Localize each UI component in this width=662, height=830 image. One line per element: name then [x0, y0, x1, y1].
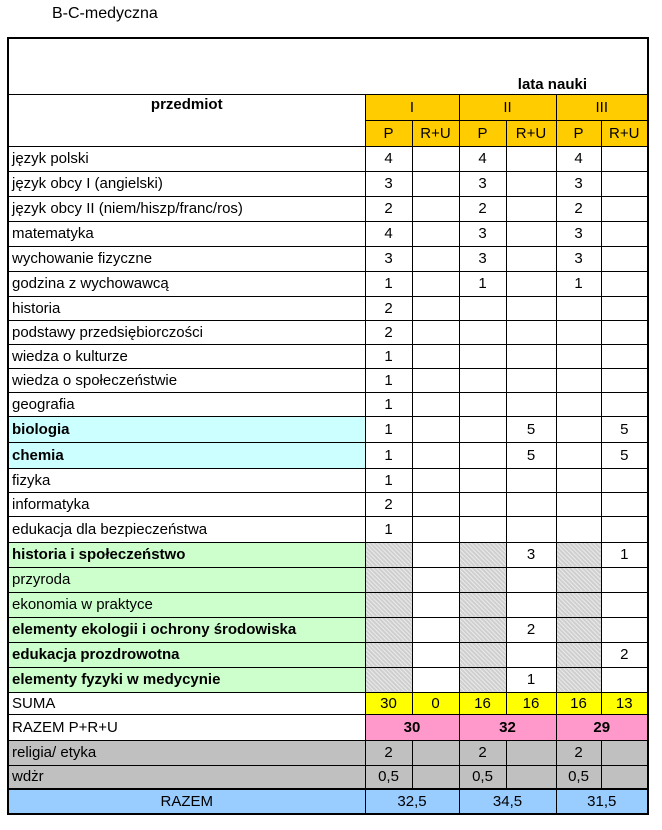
subject-row — [8, 468, 648, 492]
hours-cell — [506, 146, 556, 171]
razem-row-label: RAZEM — [8, 789, 365, 814]
subject-row — [8, 567, 648, 592]
wdzr-row-value: 0,5 — [459, 765, 506, 789]
subject-row — [8, 642, 648, 667]
hours-cell — [459, 368, 506, 392]
hours-cell — [412, 271, 459, 296]
hours-cell: 1 — [459, 271, 506, 296]
hours-cell — [556, 344, 601, 368]
subject-row — [8, 320, 648, 344]
hours-cell: 1 — [365, 442, 412, 468]
hours-cell — [506, 246, 556, 271]
hours-cell: 3 — [365, 246, 412, 271]
hours-cell — [556, 516, 601, 542]
subject-name: informatyka — [8, 492, 365, 516]
hours-cell — [459, 320, 506, 344]
subject-name: historia — [8, 296, 365, 320]
hours-cell — [506, 368, 556, 392]
religia-row-value — [412, 740, 459, 765]
hours-cell — [506, 492, 556, 516]
year-3-header: III — [556, 94, 648, 120]
hours-cell: 1 — [365, 344, 412, 368]
subject-name: godzina z wychowawcą — [8, 271, 365, 296]
hours-cell — [601, 592, 648, 617]
hours-cell — [412, 442, 459, 468]
subject-name: język obcy II (niem/hiszp/franc/ros) — [8, 196, 365, 221]
hours-cell — [601, 221, 648, 246]
subject-name: przyroda — [8, 567, 365, 592]
hours-cell — [412, 667, 459, 692]
hours-cell — [412, 392, 459, 416]
razem-row-value: 34,5 — [459, 789, 556, 814]
hours-cell: 3 — [506, 542, 556, 567]
hours-cell — [556, 368, 601, 392]
hours-cell — [556, 468, 601, 492]
hours-cell — [459, 416, 506, 442]
hours-cell — [459, 592, 506, 617]
hours-cell — [365, 592, 412, 617]
hours-cell — [412, 368, 459, 392]
hours-cell — [459, 617, 506, 642]
suma-row-value: 13 — [601, 692, 648, 714]
razem-pru-row-value: 29 — [556, 714, 648, 740]
hours-cell — [459, 567, 506, 592]
subject-name: biologia — [8, 416, 365, 442]
hours-cell: 2 — [365, 320, 412, 344]
subject-name: język obcy I (angielski) — [8, 171, 365, 196]
subject-name: wiedza o kulturze — [8, 344, 365, 368]
hours-cell — [601, 246, 648, 271]
hours-cell — [506, 196, 556, 221]
hours-cell — [506, 516, 556, 542]
hours-cell — [506, 567, 556, 592]
col-p-header: P — [556, 120, 601, 146]
hours-cell: 1 — [601, 542, 648, 567]
suma-row-value: 30 — [365, 692, 412, 714]
hours-cell — [412, 492, 459, 516]
hours-cell — [365, 617, 412, 642]
hours-cell — [601, 320, 648, 344]
subject-name: podstawy przedsiębiorczości — [8, 320, 365, 344]
suma-row-value: 16 — [556, 692, 601, 714]
przedmiot-heading: przedmiot — [8, 94, 365, 146]
hours-cell — [601, 392, 648, 416]
hours-cell — [412, 320, 459, 344]
hours-cell — [556, 642, 601, 667]
suma-row-label: SUMA — [8, 692, 365, 714]
hours-cell — [412, 221, 459, 246]
hours-cell: 1 — [365, 392, 412, 416]
hours-cell — [365, 667, 412, 692]
hours-cell — [601, 567, 648, 592]
subject-name: geografia — [8, 392, 365, 416]
subject-row — [8, 492, 648, 516]
hours-cell: 3 — [556, 171, 601, 196]
subject-row — [8, 271, 648, 296]
hours-cell — [601, 468, 648, 492]
subject-row — [8, 171, 648, 196]
hours-cell — [365, 567, 412, 592]
hours-cell — [506, 171, 556, 196]
hours-cell: 1 — [556, 271, 601, 296]
subject-name: edukacja dla bezpieczeństwa — [8, 516, 365, 542]
subject-row — [8, 592, 648, 617]
hours-cell: 5 — [601, 442, 648, 468]
wdzr-row-value — [601, 765, 648, 789]
hours-cell — [506, 271, 556, 296]
hours-cell — [412, 516, 459, 542]
subject-name: historia i społeczeństwo — [8, 542, 365, 567]
subject-name: ekonomia w praktyce — [8, 592, 365, 617]
subject-name: język polski — [8, 146, 365, 171]
subject-name: wiedza o społeczeństwie — [8, 368, 365, 392]
hours-cell — [412, 246, 459, 271]
religia-row-value: 2 — [365, 740, 412, 765]
hours-cell: 1 — [365, 416, 412, 442]
hours-cell — [459, 344, 506, 368]
col-ru-header: R+U — [506, 120, 556, 146]
hours-cell: 3 — [459, 171, 506, 196]
hours-cell — [556, 442, 601, 468]
razem-row-value: 31,5 — [556, 789, 648, 814]
hours-cell: 1 — [365, 368, 412, 392]
hours-cell: 2 — [459, 196, 506, 221]
hours-cell — [556, 392, 601, 416]
year-2-header: II — [459, 94, 556, 120]
suma-row-value: 16 — [506, 692, 556, 714]
subject-row — [8, 344, 648, 368]
hours-cell — [412, 146, 459, 171]
hours-cell: 3 — [556, 246, 601, 271]
header-row-title — [8, 38, 648, 94]
lata-nauki-heading: lata nauki — [8, 38, 648, 94]
hours-cell — [459, 442, 506, 468]
razem-row-value: 32,5 — [365, 789, 459, 814]
hours-cell: 4 — [556, 146, 601, 171]
hours-cell — [459, 667, 506, 692]
hours-cell — [601, 296, 648, 320]
hours-cell: 5 — [506, 442, 556, 468]
hours-cell — [601, 271, 648, 296]
hours-cell — [506, 221, 556, 246]
hours-cell — [556, 296, 601, 320]
hours-cell: 2 — [365, 296, 412, 320]
wdzr-row — [8, 765, 648, 789]
subject-name: chemia — [8, 442, 365, 468]
subject-row — [8, 246, 648, 271]
col-ru-header: R+U — [412, 120, 459, 146]
hours-cell — [412, 344, 459, 368]
suma-row-value: 16 — [459, 692, 506, 714]
hours-cell: 1 — [365, 271, 412, 296]
subject-name: edukacja prozdrowotna — [8, 642, 365, 667]
religia-row-value: 2 — [556, 740, 601, 765]
hours-cell: 5 — [506, 416, 556, 442]
hours-cell: 2 — [556, 196, 601, 221]
wdzr-row-value: 0,5 — [556, 765, 601, 789]
religia-row-value — [506, 740, 556, 765]
subject-row — [8, 416, 648, 442]
subject-row — [8, 542, 648, 567]
subject-row — [8, 296, 648, 320]
hours-cell: 3 — [459, 246, 506, 271]
hours-cell — [556, 492, 601, 516]
hours-cell — [412, 642, 459, 667]
hours-cell — [601, 667, 648, 692]
header-row-years — [8, 94, 648, 120]
religia-row-value — [601, 740, 648, 765]
hours-cell — [506, 320, 556, 344]
col-p-header: P — [365, 120, 412, 146]
hours-cell — [412, 567, 459, 592]
subject-row — [8, 392, 648, 416]
subject-row — [8, 617, 648, 642]
hours-cell — [459, 392, 506, 416]
hours-cell: 4 — [365, 146, 412, 171]
razem-pru-row — [8, 714, 648, 740]
hours-cell — [601, 516, 648, 542]
hours-cell — [412, 617, 459, 642]
col-p-header: P — [459, 120, 506, 146]
col-ru-header: R+U — [601, 120, 648, 146]
hours-cell — [506, 392, 556, 416]
wdzr-row-value — [506, 765, 556, 789]
subject-row — [8, 516, 648, 542]
subject-row — [8, 442, 648, 468]
hours-cell — [601, 196, 648, 221]
wdzr-row-value — [412, 765, 459, 789]
razem-pru-row-value: 32 — [459, 714, 556, 740]
hours-cell: 1 — [365, 516, 412, 542]
subject-name: elementy ekologii i ochrony środowiska — [8, 617, 365, 642]
hours-cell: 3 — [365, 171, 412, 196]
hours-cell: 2 — [365, 196, 412, 221]
hours-cell — [412, 542, 459, 567]
wdzr-row-label: wdżr — [8, 765, 365, 789]
hours-cell: 3 — [459, 221, 506, 246]
hours-cell — [412, 468, 459, 492]
hours-cell: 5 — [601, 416, 648, 442]
hours-cell — [601, 617, 648, 642]
hours-cell — [506, 592, 556, 617]
hours-cell: 3 — [556, 221, 601, 246]
suma-row-value: 0 — [412, 692, 459, 714]
year-1-header: I — [365, 94, 459, 120]
hours-cell — [556, 542, 601, 567]
subject-row — [8, 368, 648, 392]
hours-cell: 2 — [365, 492, 412, 516]
curriculum-table — [7, 37, 649, 815]
hours-cell — [459, 516, 506, 542]
hours-cell — [459, 542, 506, 567]
hours-cell — [412, 171, 459, 196]
hours-cell — [556, 667, 601, 692]
hours-cell — [601, 492, 648, 516]
hours-cell: 1 — [506, 667, 556, 692]
hours-cell: 4 — [459, 146, 506, 171]
hours-cell — [412, 296, 459, 320]
hours-cell: 1 — [365, 468, 412, 492]
hours-cell — [556, 592, 601, 617]
hours-cell — [556, 320, 601, 344]
subject-name: matematyka — [8, 221, 365, 246]
hours-cell — [365, 642, 412, 667]
hours-cell — [412, 196, 459, 221]
hours-cell — [506, 468, 556, 492]
hours-cell — [412, 592, 459, 617]
hours-cell — [556, 617, 601, 642]
document-title: B-C-medyczna — [52, 5, 158, 22]
wdzr-row-value: 0,5 — [365, 765, 412, 789]
hours-cell — [459, 468, 506, 492]
subject-name: fizyka — [8, 468, 365, 492]
hours-cell — [601, 171, 648, 196]
hours-cell: 2 — [601, 642, 648, 667]
subject-row — [8, 667, 648, 692]
religia-row — [8, 740, 648, 765]
razem-pru-row-label: RAZEM P+R+U — [8, 714, 365, 740]
hours-cell — [556, 416, 601, 442]
hours-cell — [412, 416, 459, 442]
hours-cell — [556, 567, 601, 592]
hours-cell — [506, 296, 556, 320]
hours-cell — [459, 296, 506, 320]
hours-cell — [601, 368, 648, 392]
hours-cell — [601, 344, 648, 368]
subject-name: wychowanie fizyczne — [8, 246, 365, 271]
hours-cell — [365, 542, 412, 567]
subject-row — [8, 196, 648, 221]
hours-cell — [506, 642, 556, 667]
razem-row — [8, 789, 648, 814]
subject-row — [8, 146, 648, 171]
subject-row — [8, 221, 648, 246]
razem-pru-row-value: 30 — [365, 714, 459, 740]
hours-cell: 2 — [506, 617, 556, 642]
hours-cell — [459, 492, 506, 516]
hours-cell — [459, 642, 506, 667]
subject-name: elementy fyzyki w medycynie — [8, 667, 365, 692]
hours-cell: 4 — [365, 221, 412, 246]
religia-row-label: religia/ etyka — [8, 740, 365, 765]
suma-row — [8, 692, 648, 714]
hours-cell — [506, 344, 556, 368]
hours-cell — [601, 146, 648, 171]
religia-row-value: 2 — [459, 740, 506, 765]
